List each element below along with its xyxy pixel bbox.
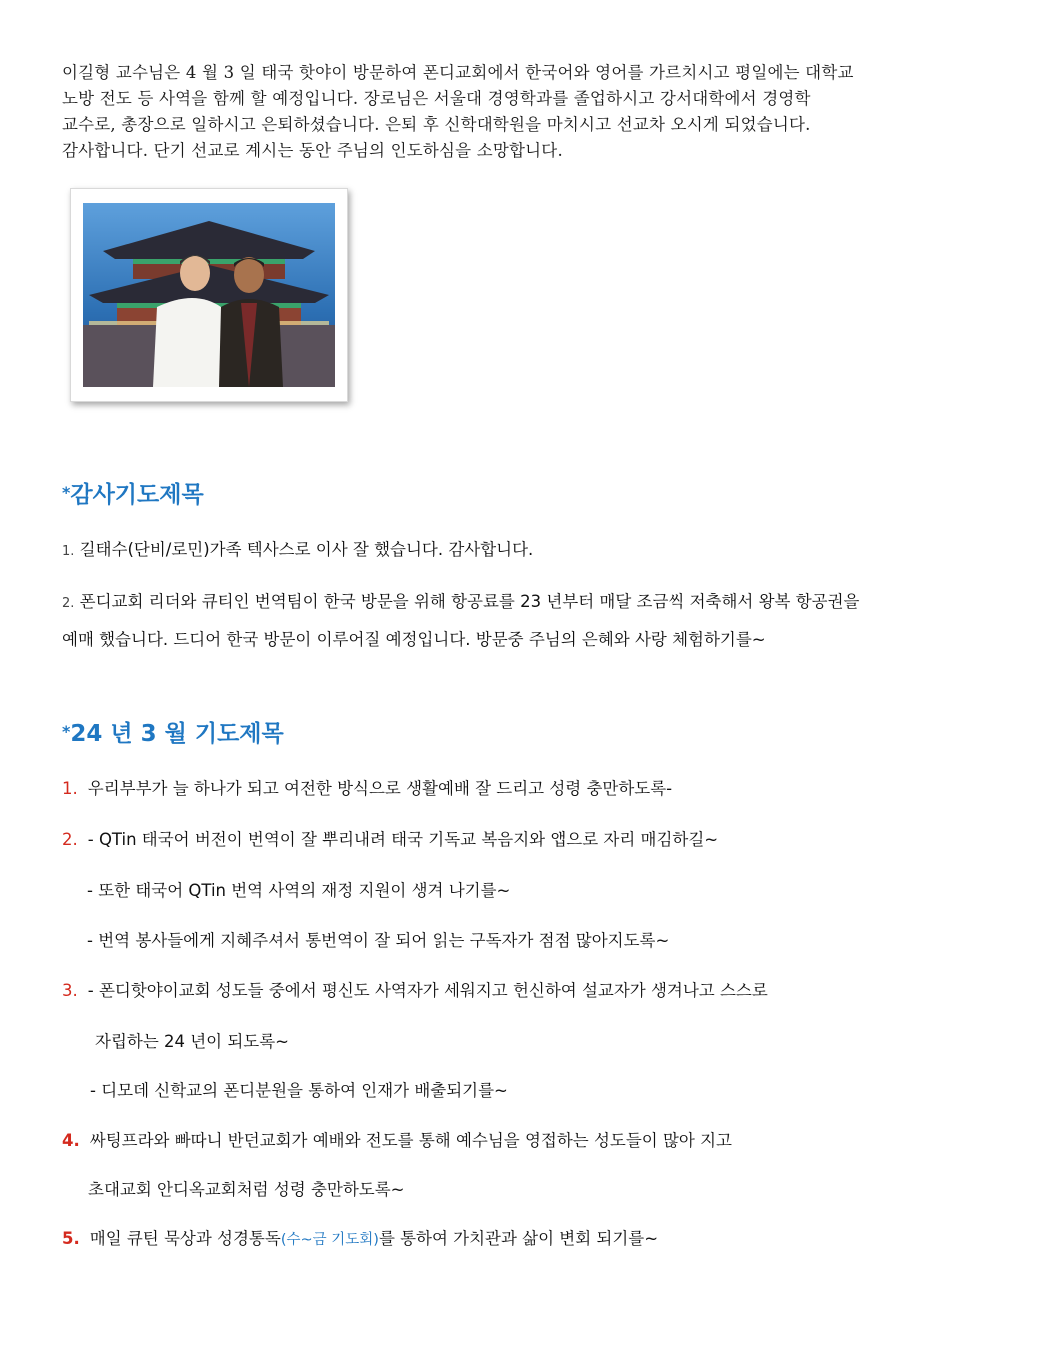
intro-line: 이길형 교수님은 4 월 3 일 태국 핫야이 방문하여 폰디교회에서 한국어와 영어를 가르치시고 평일에는 대학교 <box>62 63 854 82</box>
list-subitem <box>88 1176 404 1200</box>
list-item <box>62 1127 732 1151</box>
item-text: - QTin 태국어 버전이 번역이 잘 뿌리내려 태국 기독교 복음지와 앱으로 자리 매김하길~ <box>87 830 719 849</box>
list-item <box>62 775 672 799</box>
list-item <box>62 826 718 850</box>
item-text: 매일 큐틴 묵상과 성경통독 <box>89 1229 281 1248</box>
item-text: - 또한 태국어 QTin 번역 사역의 재정 지원이 생겨 나기를~ <box>87 881 511 900</box>
list-item <box>62 536 533 560</box>
item-highlight: (수~금 기도회) <box>280 1232 379 1248</box>
item-text: - 폰디핫야이교회 성도들 중에서 평신도 사역자가 세워지고 헌신하여 설교자가 생겨나고 스스로 <box>87 981 768 1000</box>
intro-line: 노방 전도 등 사역을 함께 할 예정입니다. 장로님은 서울대 경영학과를 졸업하시고 강서대학에서 경영학 <box>62 89 811 108</box>
item-number: 5. <box>62 1229 80 1248</box>
list-item <box>62 977 768 1001</box>
item-number: 2. <box>62 596 75 611</box>
item-text: 폰디교회 리더와 큐티인 번역팀이 한국 방문을 위해 항공료를 23 년부터 매달 조금씩 저축해서 왕복 항공권을 <box>79 592 860 611</box>
photo-frame <box>70 188 348 402</box>
item-text: - 번역 봉사들에게 지혜주셔서 통번역이 잘 되어 읽는 구독자가 점점 많아지도록~ <box>87 931 670 950</box>
list-subitem <box>87 877 510 901</box>
item-number: 1. <box>62 544 75 559</box>
item-text: 싸팅프라와 빠따니 반던교회가 예배와 전도를 통해 예수님을 영접하는 성도들이 많아 지고 <box>89 1131 732 1150</box>
thanks-heading <box>62 476 204 509</box>
list-subitem <box>95 1028 289 1052</box>
item-text: - 디모데 신학교의 폰디분원을 통하여 인재가 배출되기를~ <box>90 1081 508 1100</box>
march-heading <box>62 715 284 748</box>
item-number: 2. <box>62 830 78 849</box>
list-item <box>62 588 859 612</box>
intro-line: 감사합니다. 단기 선교로 계시는 동안 주님의 인도하심을 소망합니다. <box>62 141 563 160</box>
item-number: 4. <box>62 1131 80 1150</box>
item-text: 를 통하여 가치관과 삶이 변회 되기를~ <box>378 1229 659 1248</box>
list-item <box>62 1225 658 1249</box>
item-text: 우리부부가 늘 하나가 되고 여전한 방식으로 생활예배 잘 드리고 성령 충만하도록- <box>87 779 673 798</box>
heading-title: 감사기도제목 <box>70 482 204 508</box>
heading-star: * <box>62 722 71 741</box>
item-number: 1. <box>62 779 78 798</box>
intro-paragraph <box>62 60 992 164</box>
palace-photo <box>83 203 335 387</box>
item-number: 3. <box>62 981 78 1000</box>
list-subitem <box>90 1077 508 1101</box>
item-text: 초대교회 안디옥교회처럼 성령 충만하도록~ <box>88 1180 405 1199</box>
list-subitem <box>87 927 669 951</box>
intro-line: 교수로, 총장으로 일하시고 은퇴하셨습니다. 은퇴 후 신학대학원을 마치시고 선교차 오시게 되었습니다. <box>62 115 811 134</box>
heading-title: 24 년 3 월 기도제목 <box>70 721 284 747</box>
item-text: 자립하는 24 년이 되도록~ <box>95 1032 290 1051</box>
item-text: 길태수(단비/로민)가족 텍사스로 이사 잘 했습니다. 감사합니다. <box>79 540 534 559</box>
list-item-continuation <box>62 626 766 650</box>
item-text: 예매 했습니다. 드디어 한국 방문이 이루어질 예정입니다. 방문중 주님의 은혜와 사랑 체험하기를~ <box>62 630 766 649</box>
heading-star: * <box>62 483 71 502</box>
